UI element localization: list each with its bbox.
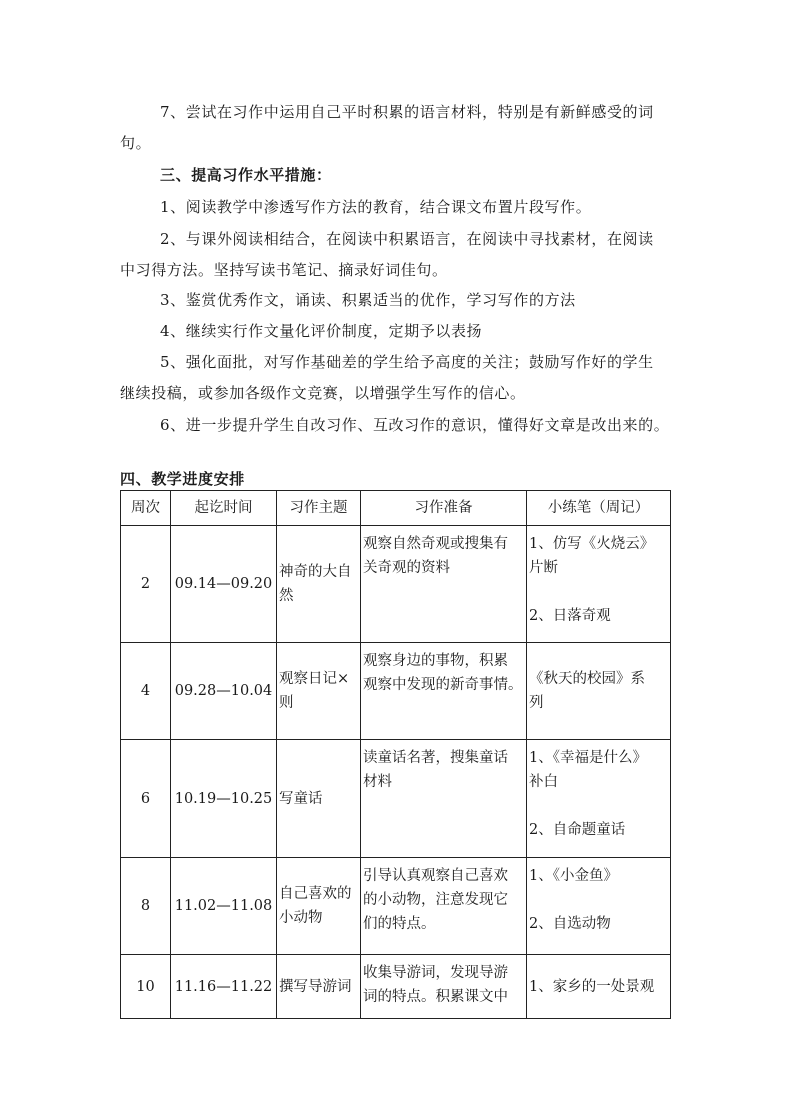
prep-line: 引导认真观察自己喜欢: [363, 868, 508, 884]
topic-line: 撰写导游词: [279, 978, 352, 995]
measure-5-line1: 5、强化面批，对写作基础差的学生给予高度的关注；鼓励写作好的学生: [160, 353, 654, 371]
table-row: [121, 740, 671, 858]
table-row: [121, 858, 671, 955]
practice-line: 片断: [529, 560, 558, 576]
section-3-heading: 三、提高习作水平措施：: [160, 166, 332, 184]
cell-prep: [361, 740, 527, 858]
table-row: [121, 643, 671, 740]
cell-topic: [277, 526, 361, 643]
practice-line: 1、家乡的一处景观: [529, 978, 655, 995]
practice-line: 补白: [529, 774, 558, 790]
measure-2-line2: 中习得方法。坚持写读书笔记、摘录好词佳句。: [120, 261, 448, 279]
header-dates: 起讫时间: [171, 491, 277, 526]
practice-line: 2、自选动物: [529, 916, 611, 932]
measure-4: 4、继续实行作文量化评价制度，定期予以表扬: [160, 322, 483, 340]
prep-line: 关奇观的资料: [363, 560, 450, 576]
cell-dates: 11.02—11.08: [171, 858, 277, 955]
cell-week: 8: [121, 858, 171, 955]
cell-topic: [277, 955, 361, 1019]
practice-gap: [527, 580, 670, 604]
topic-line: 写童话: [279, 790, 323, 807]
practice-line: 列: [529, 695, 544, 711]
prep-line: 词的特点。积累课文中: [363, 989, 508, 1005]
cell-topic: [277, 643, 361, 740]
cell-dates: 11.16—11.22: [171, 955, 277, 1019]
header-week: 周次: [121, 491, 171, 526]
cell-practice: [527, 643, 671, 740]
cell-practice: [527, 858, 671, 955]
table-row: [121, 526, 671, 643]
measure-1: 1、阅读教学中渗透写作方法的教育，结合课文布置片段写作。: [160, 198, 592, 216]
cell-practice: [527, 526, 671, 643]
table-row: [121, 955, 671, 1019]
paragraph-item-7-line1: 7、尝试在习作中运用自己平时积累的语言材料，特别是有新鲜感受的词: [160, 103, 654, 121]
measure-3: 3、鉴赏优秀作文，诵读、积累适当的优作，学习写作的方法: [160, 291, 576, 309]
schedule-table: [120, 490, 671, 1019]
measure-6: 6、进一步提升学生自改习作、互改习作的意识，懂得好文章是改出来的。: [160, 416, 670, 434]
cell-prep: [361, 955, 527, 1019]
cell-week: 2: [121, 526, 171, 643]
table-header-row: [121, 491, 671, 526]
prep-line: 观察中发现的新奇事情。: [363, 677, 523, 693]
practice-gap: [527, 888, 670, 912]
measure-5-line2: 继续投稿，或参加各级作文竞赛，以增强学生写作的信心。: [120, 384, 526, 402]
prep-line: 收集导游词，发现导游: [363, 965, 508, 981]
topic-line: 自己喜欢的: [279, 886, 352, 902]
practice-line: 1、《小金鱼》: [529, 868, 618, 884]
cell-week: 6: [121, 740, 171, 858]
cell-practice: [527, 955, 671, 1019]
cell-dates: 09.28—10.04: [171, 643, 277, 740]
measure-2-line1: 2、与课外阅读相结合，在阅读中积累语言，在阅读中寻找素材，在阅读: [160, 230, 654, 248]
cell-topic: [277, 858, 361, 955]
topic-line: 观察日记×: [279, 671, 350, 687]
topic-line: 然: [279, 588, 294, 604]
cell-topic: [277, 740, 361, 858]
prep-line: 读童话名著，搜集童话: [363, 750, 508, 766]
cell-week: 10: [121, 955, 171, 1019]
topic-line: 则: [279, 695, 294, 711]
section-4-heading: 四、教学进度安排: [120, 470, 245, 488]
practice-line: 《秋天的校园》系: [529, 671, 645, 687]
topic-line: 神奇的大自: [279, 564, 352, 580]
header-topic: 习作主题: [277, 491, 361, 526]
topic-line: 小动物: [279, 910, 323, 926]
cell-dates: 09.14—09.20: [171, 526, 277, 643]
cell-practice: [527, 740, 671, 858]
prep-line: 观察身边的事物，积累: [363, 653, 508, 669]
practice-line: 1、《幸福是什么》: [529, 750, 647, 766]
cell-prep: [361, 643, 527, 740]
prep-line: 们的特点。: [363, 916, 436, 932]
practice-line: 2、日落奇观: [529, 608, 611, 624]
prep-line: 的小动物，注意发现它: [363, 892, 508, 908]
cell-prep: [361, 858, 527, 955]
prep-line: 观察自然奇观或搜集有: [363, 536, 508, 552]
cell-prep: [361, 526, 527, 643]
practice-line: 1、仿写《火烧云》: [529, 536, 655, 552]
prep-line: 材料: [363, 774, 392, 790]
practice-line: 2、自命题童话: [529, 822, 626, 838]
cell-week: 4: [121, 643, 171, 740]
header-practice: 小练笔（周记）: [527, 491, 671, 526]
paragraph-item-7-line2: 句。: [120, 134, 152, 152]
practice-gap: [527, 794, 670, 818]
cell-dates: 10.19—10.25: [171, 740, 277, 858]
header-prep: 习作准备: [361, 491, 527, 526]
